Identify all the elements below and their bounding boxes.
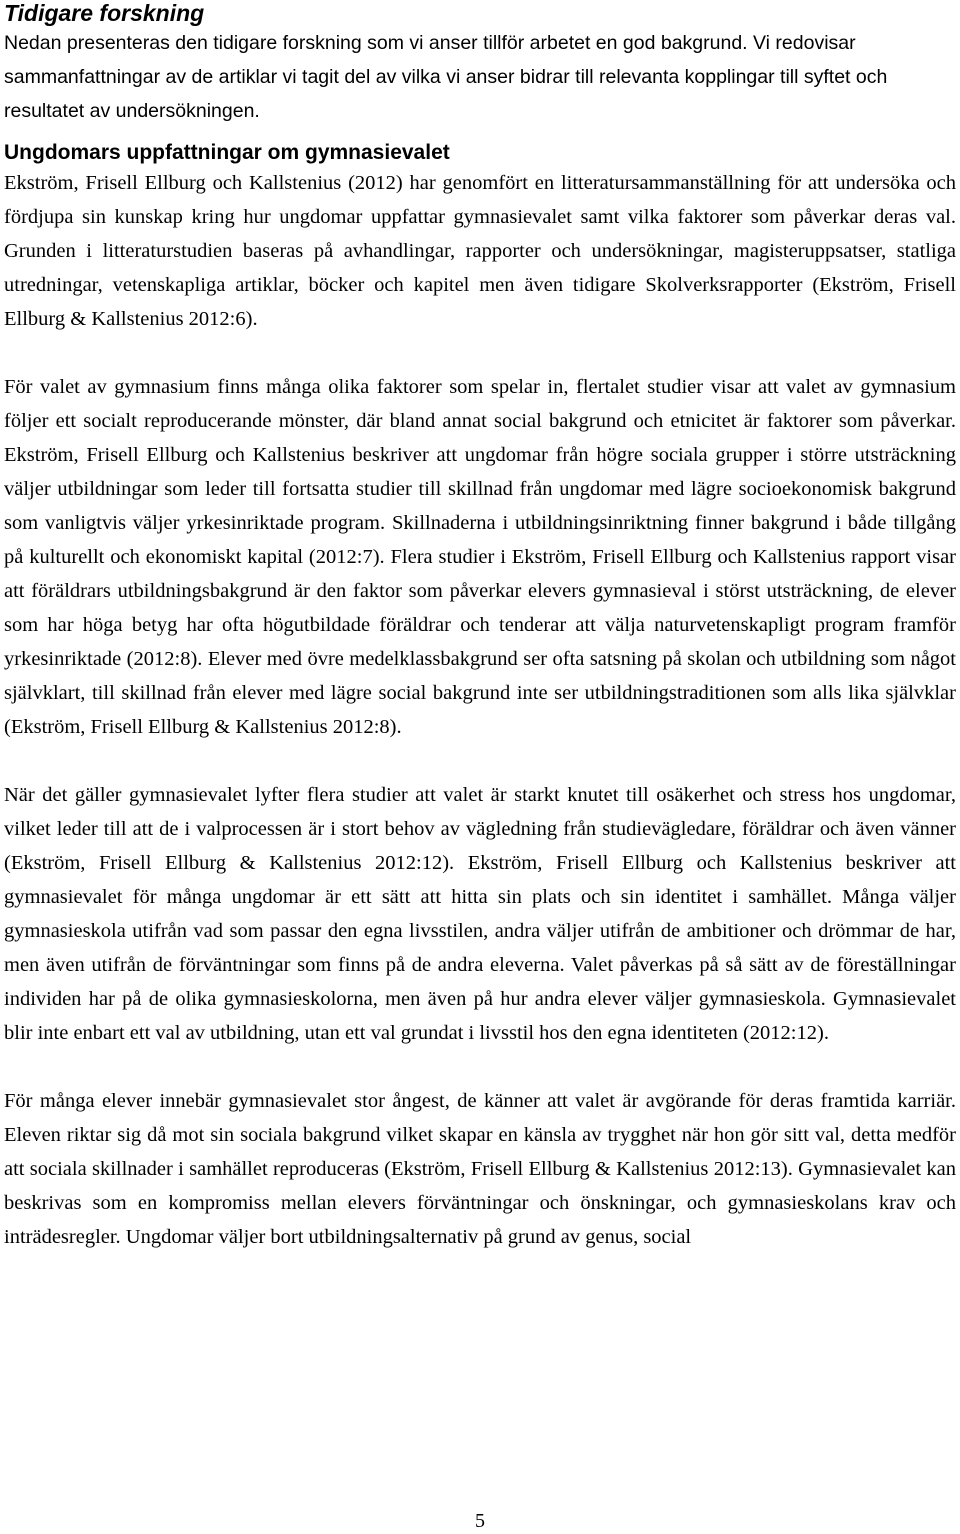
paragraph-spacer <box>4 336 956 370</box>
subsection-heading: Ungdomars uppfattningar om gymnasievalet <box>4 141 450 164</box>
paragraph-2: För valet av gymnasium finns många olika faktorer som spelar in, flertalet studier visar att valet av gymnasium följer ett socialt reproducerande mönster, där bland annat social bakgrund och etnicitet är faktorer som påverkar. Ekström, Frisell Ellburg och Kallstenius beskriver att ungdomar från högre sociala grupper i större utsträckning väljer utbildningar som leder till fortsatta studier till skillnad från ungdomar med lägre socioekonomisk bakgrund som vanligtvis väljer yrkesinriktade program. Skillnaderna i utbildningsinriktning finner bakgrund i både tillgång på kulturellt och ekonomiskt kapital (2012:7). Flera studier i Ekström, Frisell Ellburg och Kallstenius rapport visar att föräldrars utbildningsbakgrund är den faktor som påverkar elevers gymnasieval i störst utsträckning, de elever som har höga betyg har ofta högutbildade föräldrar och tenderar att välja naturvetenskapligt program framför yrkesinriktade (2012:8). Elever med övre medelklassbakgrund ser ofta satsning på skolan och utbildning som något självklart, till skillnad från elever med lägre social bakgrund inte ser utbildningstraditionen som alls lika självklar (Ekström, Frisell Ellburg & Kallstenius 2012:8). <box>4 376 956 738</box>
paragraph-spacer <box>4 1050 956 1084</box>
paragraph-3: När det gäller gymnasievalet lyfter flera studier att valet är starkt knutet till osäkerhet och stress hos ungdomar, vilket leder till att de i valprocessen är i stort behov av vägledning från studievägledare, föräldrar och även vänner (Ekström, Frisell Ellburg & Kallstenius 2012:12). Ekström, Frisell Ellburg och Kallstenius beskriver att gymnasievalet för många ungdomar är ett sätt att hitta sin plats och sin identitet i samhället. Många väljer gymnasieskola utifrån vad som passar den egna livsstilen, andra väljer utifrån de ambitioner och drömmar de har, men även utifrån de förväntningar som finns på de andra eleverna. Valet påverkas på så sätt av de föreställningar individen har på de olika gymnasieskolorna, men även på hur andra elever väljer gymnasieskola. Gymnasievalet blir inte enbart ett val av utbildning, utan ett val grundat i livsstil hos den egna identiteten (2012:12). <box>4 784 956 1044</box>
paragraph-4: För många elever innebär gymnasievalet stor ångest, de känner att valet är avgörande för deras framtida karriär. Eleven riktar sig då mot sin sociala bakgrund vilket skapar en känsla av trygghet när hon gör sitt val, detta medför att sociala skillnader i samhället reproduceras (Ekström, Frisell Ellburg & Kallstenius 2012:13). Gymnasievalet kan beskrivas som en kompromiss mellan elevers förväntningar och önskningar, och gymnasieskolans krav och inträdesregler. Ungdomar väljer bort utbildningsalternativ på grund av genus, social <box>4 1090 956 1248</box>
section-heading: Tidigare forskning <box>4 0 205 26</box>
document-page <box>4 0 956 1254</box>
paragraph-1: Ekström, Frisell Ellburg och Kallstenius (2012) har genomfört en litteratursammanställning för att undersöka och fördjupa sin kunskap kring hur ungdomar uppfattar gymnasievalet samt vilka faktorer som påverkar deras val. Grunden i litteraturstudien baseras på avhandlingar, rapporter och undersökningar, magisteruppsatser, statliga utredningar, vetenskapliga artiklar, böcker och kapitel men även tidigare Skolverksrapporter (Ekström, Frisell Ellburg & Kallstenius 2012:6). <box>4 172 956 330</box>
intro-paragraph: Nedan presenteras den tidigare forskning som vi anser tillför arbetet en god bakgrund. Vi redovisar sammanfattningar av de artiklar vi tagit del av vilka vi anser bidrar till relevanta kopplingar till syftet och resultatet av undersökningen. <box>4 32 888 122</box>
paragraph-spacer <box>4 744 956 778</box>
page-number: 5 <box>475 1510 485 1532</box>
